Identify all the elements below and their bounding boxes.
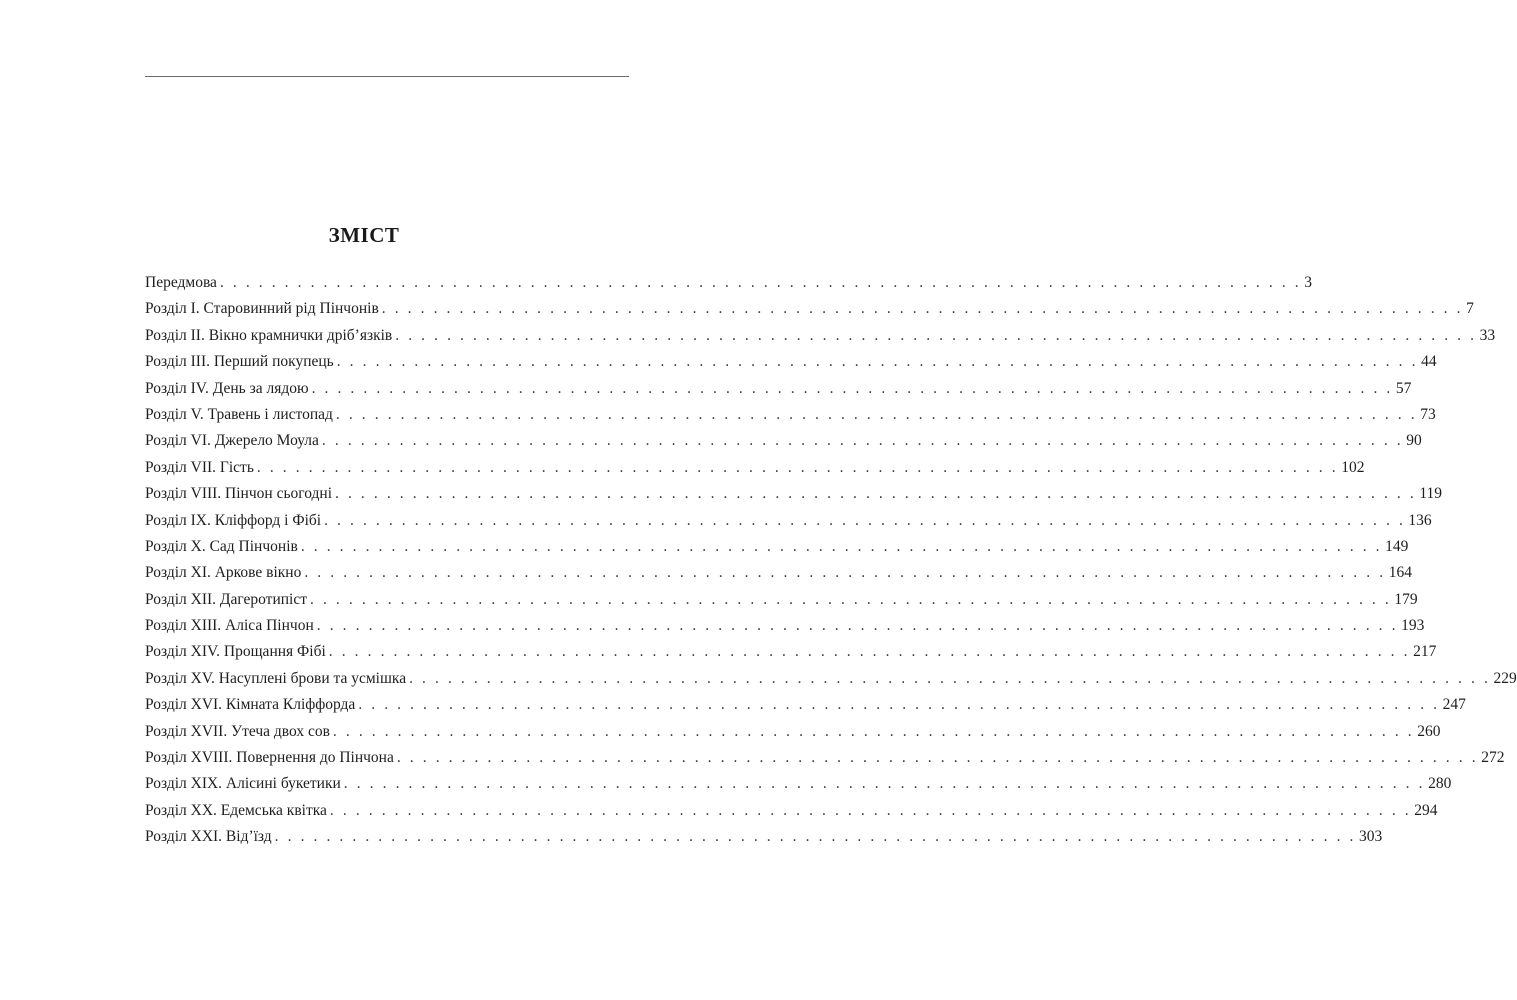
toc-entry-label: Розділ XIII. Аліса Пінчон (145, 617, 314, 635)
dot-leader: . . . . . . . . . . . . . . . . . . . . . . . . . . . . . . . . . . . . . . . . . . . . . . . . . . . . . . . . . . . . . . . . . . . . . . . . . . . . . . . . . . . . (316, 617, 1399, 635)
toc-page-number: 280 (1428, 775, 1452, 793)
dot-leader: . . . . . . . . . . . . . . . . . . . . . . . . . . . . . . . . . . . . . . . . . . . . . . . . . . . . . . . . . . . . . . . . . . . . . . . . . . . . . . . . . . . . (335, 485, 1417, 503)
toc-entry[interactable] (145, 376, 1412, 402)
toc-entry-label: Розділ IX. Кліффорд і Фібі (145, 511, 322, 529)
toc-entry-label: Розділ VIII. Пінчон сьогодні (145, 485, 333, 503)
toc-entry-label: Розділ XI. Аркове вікно (145, 564, 302, 582)
dot-leader: . . . . . . . . . . . . . . . . . . . . . . . . . . . . . . . . . . . . . . . . . . . . . . . . . . . . . . . . . . . . . . . . . . . . . . . . . . . . . . . . . . . . (332, 722, 1415, 740)
toc-entry-label: Розділ VII. Гість (145, 458, 254, 476)
toc-entry-label: Розділ XVII. Утеча двох сов (145, 722, 330, 740)
toc-page-number: 260 (1417, 722, 1441, 740)
toc-entry-label: Розділ XX. Едемська квітка (145, 801, 327, 819)
toc-entry-label: Розділ IV. День за лядою (145, 379, 309, 397)
toc-entry[interactable] (145, 534, 1409, 560)
toc-page-number: 164 (1388, 564, 1412, 582)
toc-entry[interactable] (145, 349, 1437, 375)
toc-page-number: 217 (1413, 643, 1437, 661)
toc-entry-label: Розділ II. Вікно крамнички дрібʼязків (145, 326, 393, 344)
toc-page-number: 44 (1421, 353, 1437, 371)
dot-leader: . . . . . . . . . . . . . . . . . . . . . . . . . . . . . . . . . . . . . . . . . . . . . . . . . . . . . . . . . . . . . . . . . . . . . . . . . . . . . . . . . . . . (304, 564, 1386, 582)
toc-page-number: 303 (1359, 828, 1383, 846)
toc-page-number: 272 (1481, 749, 1505, 767)
toc-entry[interactable] (145, 692, 1466, 718)
dot-leader: . . . . . . . . . . . . . . . . . . . . . . . . . . . . . . . . . . . . . . . . . . . . . . . . . . . . . . . . . . . . . . . . . . . . . . . . . . . . . . . . . . . . (396, 749, 1479, 767)
toc-entry-label: Розділ XII. Дагеротипіст (145, 590, 308, 608)
toc-page-number: 179 (1394, 590, 1418, 608)
toc-entry[interactable] (145, 402, 1436, 428)
toc-page-number: 90 (1406, 432, 1422, 450)
dot-leader: . . . . . . . . . . . . . . . . . . . . . . . . . . . . . . . . . . . . . . . . . . . . . . . . . . . . . . . . . . . . . . . . . . . . . . . . . . . . . . . . . . . . (256, 458, 1339, 476)
toc-entry[interactable] (145, 428, 1422, 454)
toc-entry-label: Розділ X. Сад Пінчонів (145, 537, 298, 555)
toc-entry[interactable] (145, 560, 1412, 586)
dot-leader: . . . . . . . . . . . . . . . . . . . . . . . . . . . . . . . . . . . . . . . . . . . . . . . . . . . . . . . . . . . . . . . . . . . . . . . . . . . . . . . . . . . . (311, 379, 1393, 397)
toc-page-number: 119 (1419, 485, 1443, 503)
dot-leader: . . . . . . . . . . . . . . . . . . . . . . . . . . . . . . . . . . . . . . . . . . . . . . . . . . . . . . . . . . . . . . . . . . . . . . . . . . . . . . . . . . . . (324, 511, 1406, 529)
table-of-contents (145, 270, 1517, 851)
toc-entry[interactable] (145, 798, 1438, 824)
toc-entry[interactable] (145, 323, 1496, 349)
toc-page-number: 102 (1341, 458, 1365, 476)
dot-leader: . . . . . . . . . . . . . . . . . . . . . . . . . . . . . . . . . . . . . . . . . . . . . . . . . . . . . . . . . . . . . . . . . . . . . . . . . . . . . . . . . . . . (329, 801, 1412, 819)
toc-entry-label: Розділ V. Травень і листопад (145, 405, 333, 423)
toc-entry-label: Розділ XV. Насуплені брови та усмішка (145, 669, 407, 687)
toc-entry[interactable] (145, 639, 1437, 665)
toc-entry[interactable] (145, 745, 1505, 771)
toc-entry[interactable] (145, 771, 1452, 797)
toc-entry[interactable] (145, 719, 1441, 745)
page-title: ЗМІСТ (328, 223, 400, 248)
header-rule (145, 76, 629, 77)
toc-page-number: 7 (1466, 300, 1474, 318)
toc-entry[interactable] (145, 508, 1432, 534)
dot-leader: . . . . . . . . . . . . . . . . . . . . . . . . . . . . . . . . . . . . . . . . . . . . . . . . . . . . . . . . . . . . . . . . . . . . . . . . . . . . . . . . . . . . (310, 590, 1392, 608)
toc-page-number: 73 (1420, 405, 1436, 423)
toc-page-number: 33 (1479, 326, 1496, 344)
toc-entry[interactable] (145, 455, 1365, 481)
toc-entry-label: Передмова (145, 274, 217, 291)
toc-page-number: 57 (1395, 379, 1412, 397)
dot-leader: . . . . . . . . . . . . . . . . . . . . . . . . . . . . . . . . . . . . . . . . . . . . . . . . . . . . . . . . . . . . . . . . . . . . . . . . . . . . . . . . . . . . (321, 432, 1404, 450)
dot-leader: . . . . . . . . . . . . . . . . . . . . . . . . . . . . . . . . . . . . . . . . . . . . . . . . . . . . . . . . . . . . . . . . . . . . . . . . . . . . . . . . . . . . (274, 828, 1356, 846)
dot-leader: . . . . . . . . . . . . . . . . . . . . . . . . . . . . . . . . . . . . . . . . . . . . . . . . . . . . . . . . . . . . . . . . . . . . . . . . . . . . . . . . . . . . (358, 696, 1440, 714)
toc-entry-label: Розділ XVIII. Повернення до Пінчона (145, 749, 394, 767)
toc-page-number: 229 (1493, 669, 1517, 687)
toc-entry-label: Розділ VI. Джерело Моула (145, 432, 319, 450)
dot-leader: . . . . . . . . . . . . . . . . . . . . . . . . . . . . . . . . . . . . . . . . . . . . . . . . . . . . . . . . . . . . . . . . . . . . . . . . . . . . . . . . . . . . (395, 326, 1477, 344)
toc-entry[interactable] (145, 587, 1418, 613)
toc-entry-label: Розділ XIX. Алісині букетики (145, 775, 341, 793)
dot-leader: . . . . . . . . . . . . . . . . . . . . . . . . . . . . . . . . . . . . . . . . . . . . . . . . . . . . . . . . . . . . . . . . . . . . . . . . . . . . . . . . . . . . (343, 775, 1426, 793)
toc-page-number: 3 (1304, 274, 1313, 291)
toc-entry-label: Розділ I. Старовинний рід Пінчонів (145, 300, 379, 318)
dot-leader: . . . . . . . . . . . . . . . . . . . . . . . . . . . . . . . . . . . . . . . . . . . . . . . . . . . . . . . . . . . . . . . . . . . . . . . . . . . . . . . . . . . . (328, 643, 1411, 661)
toc-entry-label: Розділ XIV. Прощання Фібі (145, 643, 326, 661)
dot-leader: . . . . . . . . . . . . . . . . . . . . . . . . . . . . . . . . . . . . . . . . . . . . . . . . . . . . . . . . . . . . . . . . . . . . . . . . . . . . . . . . . . . . (335, 405, 1418, 423)
toc-entry-label: Розділ XVI. Кімната Кліффорда (145, 696, 356, 714)
toc-entry[interactable] (145, 270, 1313, 296)
toc-entry[interactable] (145, 824, 1383, 850)
toc-entry-label: Розділ III. Перший покупець (145, 353, 334, 371)
dot-leader: . . . . . . . . . . . . . . . . . . . . . . . . . . . . . . . . . . . . . . . . . . . . . . . . . . . . . . . . . . . . . . . . . . . . . . . . . . . . . . . . . . . . (219, 274, 1302, 291)
toc-page-number: 136 (1408, 511, 1432, 529)
toc-entry[interactable] (145, 613, 1425, 639)
toc-page-number: 294 (1414, 801, 1438, 819)
toc-page-number: 193 (1401, 617, 1425, 635)
toc-page-number: 247 (1442, 696, 1466, 714)
dot-leader: . . . . . . . . . . . . . . . . . . . . . . . . . . . . . . . . . . . . . . . . . . . . . . . . . . . . . . . . . . . . . . . . . . . . . . . . . . . . . . . . . . . . (381, 300, 1464, 318)
toc-page-number: 149 (1385, 537, 1409, 555)
toc-entry-label: Розділ XXI. Відʼїзд (145, 828, 272, 846)
dot-leader: . . . . . . . . . . . . . . . . . . . . . . . . . . . . . . . . . . . . . . . . . . . . . . . . . . . . . . . . . . . . . . . . . . . . . . . . . . . . . . . . . . . . (409, 669, 1491, 687)
toc-entry[interactable] (145, 296, 1474, 322)
dot-leader: . . . . . . . . . . . . . . . . . . . . . . . . . . . . . . . . . . . . . . . . . . . . . . . . . . . . . . . . . . . . . . . . . . . . . . . . . . . . . . . . . . . . (336, 353, 1419, 371)
dot-leader: . . . . . . . . . . . . . . . . . . . . . . . . . . . . . . . . . . . . . . . . . . . . . . . . . . . . . . . . . . . . . . . . . . . . . . . . . . . . . . . . . . . . (300, 537, 1383, 555)
toc-entry[interactable] (145, 481, 1443, 507)
toc-entry[interactable] (145, 666, 1517, 692)
